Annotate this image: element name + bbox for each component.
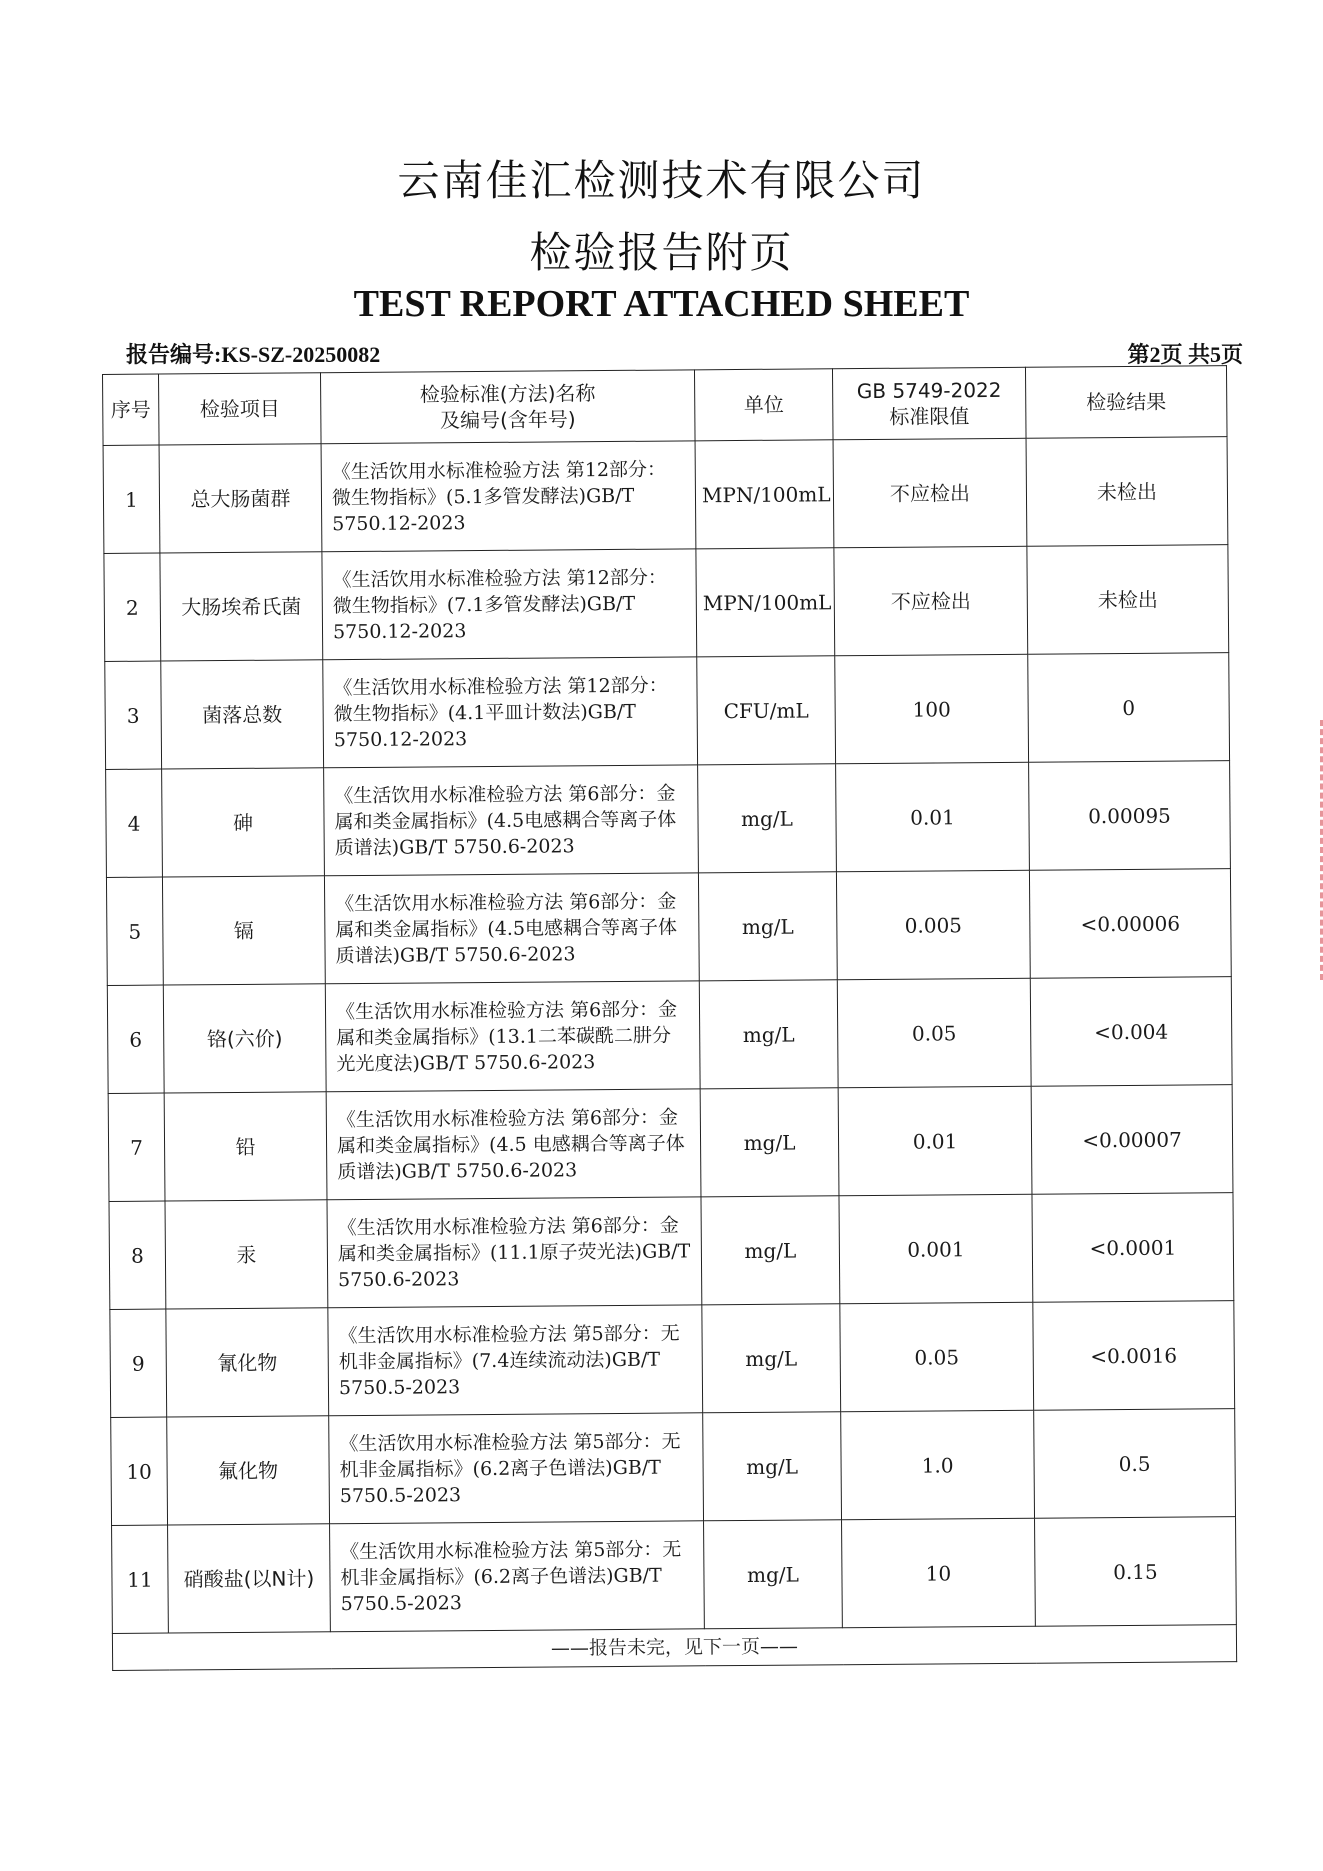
cell-result: 0.15 [1035, 1517, 1237, 1627]
table-row [104, 545, 1229, 662]
cell-limit: 0.05 [837, 978, 1031, 1088]
cell-item: 镉 [162, 876, 325, 985]
page-info: 第2页 共5页 [1127, 342, 1243, 367]
cell-method: 《生活饮用水标准检验方法 第5部分：无机非金属指标》(6.2离子色谱法)GB/T 5750.5-2023 [329, 1413, 704, 1524]
cell-unit: mg/L [702, 1304, 841, 1413]
header-result: 检验结果 [1025, 366, 1227, 439]
cell-limit: 10 [842, 1518, 1036, 1628]
header-unit: 单位 [694, 369, 833, 441]
cell-method: 《生活饮用水标准检验方法 第6部分：金属和类金属指标》(11.1原子荧光法)GB/T 5750.6-2023 [327, 1197, 702, 1308]
cell-limit: 不应检出 [834, 546, 1028, 656]
cell-no: 7 [108, 1093, 165, 1201]
cell-item: 菌落总数 [161, 660, 324, 769]
cell-method: 《生活饮用水标准检验方法 第6部分：金属和类金属指标》(13.1二苯碳酰二肼分光光度法)GB/T 5750.6-2023 [325, 981, 700, 1092]
cell-result: 未检出 [1027, 545, 1229, 655]
cell-method: 《生活饮用水标准检验方法 第6部分：金属和类金属指标》(4.5电感耦合等离子体质谱法)GB/T 5750.6-2023 [324, 873, 699, 984]
cell-no: 10 [111, 1417, 168, 1525]
cell-limit: 0.01 [836, 762, 1030, 872]
cell-item: 铅 [164, 1092, 327, 1201]
table-footer-row [112, 1625, 1236, 1671]
cell-unit: mg/L [698, 872, 837, 981]
test-results-table [102, 365, 1237, 1671]
table-row [109, 1193, 1234, 1310]
cell-item: 汞 [165, 1200, 328, 1309]
header-method-line2: 及编号(含年号) [439, 407, 576, 433]
cell-unit: CFU/mL [697, 656, 836, 765]
cell-method: 《生活饮用水标准检验方法 第12部分：微生物指标》(5.1多管发酵法)GB/T 5750.12-2023 [321, 441, 696, 552]
cell-no: 5 [106, 877, 163, 985]
cell-item: 氰化物 [166, 1308, 329, 1417]
cell-result: 0.5 [1034, 1409, 1236, 1519]
cell-result: <0.0001 [1032, 1193, 1234, 1303]
cell-result: <0.00006 [1029, 869, 1231, 979]
table-row [103, 437, 1228, 554]
cell-item: 硝酸盐(以N计) [168, 1524, 331, 1633]
table-row [110, 1301, 1235, 1418]
header-limit-line1: GB 5749-2022 [856, 377, 1002, 404]
cell-no: 1 [103, 445, 160, 553]
cell-result: <0.004 [1030, 977, 1232, 1087]
header-item: 检验项目 [159, 373, 322, 445]
cell-method: 《生活饮用水标准检验方法 第12部分：微生物指标》(4.1平皿计数法)GB/T 5750.12-2023 [323, 657, 698, 768]
cell-no: 6 [107, 985, 164, 1093]
cell-item: 氟化物 [167, 1416, 330, 1525]
cell-method: 《生活饮用水标准检验方法 第5部分：无机非金属指标》(6.2离子色谱法)GB/T 5750.5-2023 [330, 1521, 705, 1632]
report-title-en: TEST REPORT ATTACHED SHEET [353, 283, 970, 325]
report-number: 报告编号:KS-SZ-20250082 [126, 342, 381, 367]
report-title-cn: 检验报告附页 [529, 228, 794, 277]
cell-item: 砷 [162, 768, 325, 877]
cell-result: 0.00095 [1029, 761, 1231, 871]
cell-limit: 0.001 [839, 1194, 1033, 1304]
cell-method: 《生活饮用水标准检验方法 第5部分：无机非金属指标》(7.4连续流动法)GB/T 5750.5-2023 [328, 1305, 703, 1416]
cell-method: 《生活饮用水标准检验方法 第12部分：微生物指标》(7.1多管发酵法)GB/T 5750.12-2023 [322, 549, 697, 660]
cell-no: 2 [104, 553, 161, 661]
header-method-line1: 检验标准(方法)名称 [419, 381, 596, 407]
header-no: 序号 [103, 374, 160, 445]
cell-limit: 100 [835, 654, 1029, 764]
cell-limit: 0.05 [840, 1302, 1034, 1412]
cell-item: 总大肠菌群 [159, 444, 322, 553]
cell-unit: mg/L [703, 1412, 842, 1521]
header-method [320, 370, 695, 444]
report-continued-note: ——报告未完，见下一页—— [112, 1625, 1236, 1671]
table-row [105, 653, 1230, 770]
cell-no: 4 [106, 769, 163, 877]
header-limit-line2: 标准限值 [889, 404, 970, 429]
cell-limit: 不应检出 [833, 438, 1027, 548]
table-row [106, 761, 1231, 878]
table-body [103, 437, 1237, 1671]
cell-limit: 0.005 [836, 870, 1030, 980]
cell-result: 0 [1028, 653, 1230, 763]
table-header [103, 366, 1228, 446]
cell-unit: mg/L [699, 980, 838, 1089]
cell-unit: mg/L [698, 764, 837, 873]
cell-unit: MPN/100mL [696, 548, 835, 657]
cell-result: <0.0016 [1033, 1301, 1235, 1411]
cell-unit: MPN/100mL [695, 440, 834, 549]
cell-no: 8 [109, 1201, 166, 1309]
table-row [106, 869, 1231, 986]
cell-unit: mg/L [700, 1088, 839, 1197]
cell-unit: mg/L [701, 1196, 840, 1305]
cell-no: 11 [112, 1525, 169, 1633]
cell-method: 《生活饮用水标准检验方法 第6部分：金属和类金属指标》(4.5电感耦合等离子体质谱法)GB/T 5750.6-2023 [324, 765, 699, 876]
cell-method: 《生活饮用水标准检验方法 第6部分：金属和类金属指标》(4.5 电感耦合等离子体质谱法)GB/T 5750.6-2023 [326, 1089, 701, 1200]
company-name: 云南佳汇检测技术有限公司 [397, 156, 926, 205]
header-limit [832, 367, 1026, 440]
cell-result: <0.00007 [1031, 1085, 1233, 1195]
table-row [112, 1517, 1237, 1634]
cell-no: 9 [110, 1309, 167, 1417]
table-row [108, 1085, 1233, 1202]
cell-limit: 1.0 [841, 1410, 1035, 1520]
cell-item: 大肠埃希氏菌 [160, 552, 323, 661]
cell-result: 未检出 [1026, 437, 1228, 547]
table-row [107, 977, 1232, 1094]
cell-item: 铬(六价) [163, 984, 326, 1093]
table-row [111, 1409, 1236, 1526]
cell-no: 3 [105, 661, 162, 769]
seal-edge-mark [1306, 720, 1323, 980]
cell-limit: 0.01 [838, 1086, 1032, 1196]
cell-unit: mg/L [704, 1520, 843, 1629]
